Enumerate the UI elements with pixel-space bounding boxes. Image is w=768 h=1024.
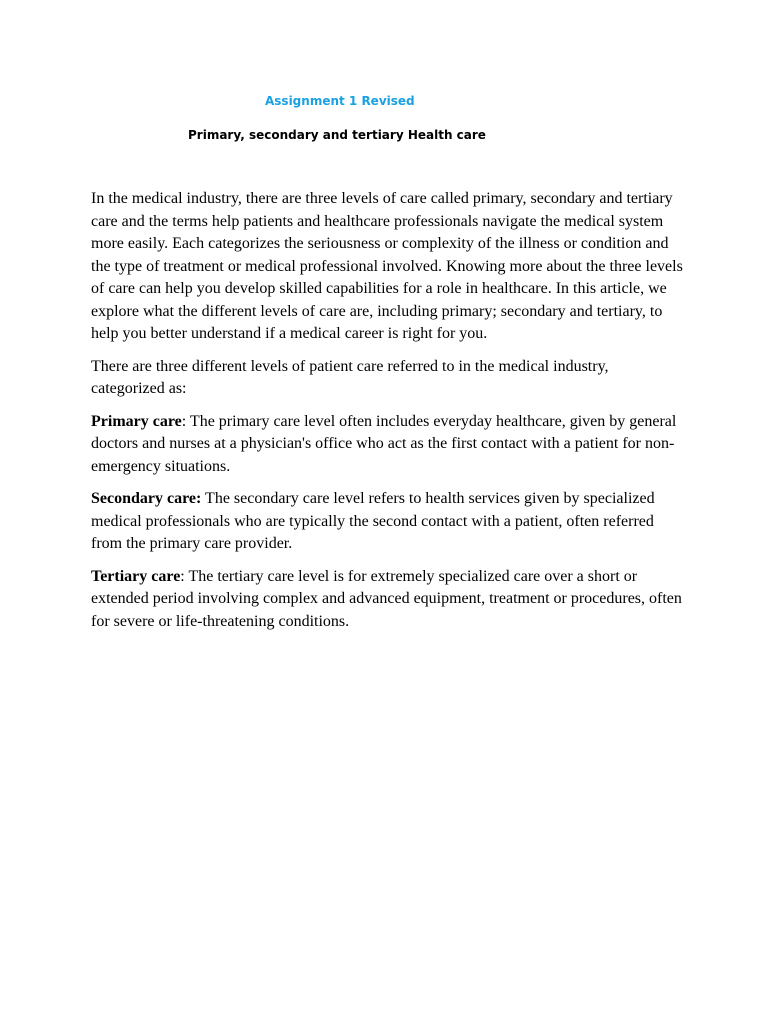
- levels-intro-paragraph: There are three different levels of patient care referred to in the medical industry, categorized as:: [91, 357, 609, 397]
- intro-paragraph: In the medical industry, there are three levels of care called primary, secondary and tertiary care and the terms help patients and healthcare professionals navigate the medical system more easily. Each categorizes the seriousness or complexity of the illness or condition and the type of treatment or medical professional involved. Knowing more about the three levels of care can help you develop skilled capabilities for a role in healthcare. In this article, we explore what the different levels of care are, including primary; secondary and tertiary, to help you better understand if a medical career is right for you.: [91, 190, 683, 342]
- primary-care-paragraph: [91, 411, 683, 479]
- secondary-care-paragraph: [91, 488, 683, 556]
- secondary-care-term: Secondary care:: [91, 490, 202, 507]
- primary-care-term: Primary care: [91, 412, 182, 430]
- tertiary-care-text: : The tertiary care level is for extremely specialized care over a short or extended period involving complex and advanced equipment, treatment or procedures, often for severe or life-threatening conditions.: [91, 567, 682, 630]
- secondary-care-text: The secondary care level refers to health services given by specialized medical professionals who are typically the second contact with a patient, often referred from the primary care provider.: [91, 490, 655, 552]
- tertiary-care-paragraph: [91, 566, 683, 634]
- document-title: Assignment 1 Revised: [265, 94, 415, 108]
- tertiary-care-term: Tertiary care: [91, 567, 181, 585]
- document-subtitle: Primary, secondary and tertiary Health care: [188, 128, 486, 142]
- primary-care-text: : The primary care level often includes everyday healthcare, given by general doctors and nurses at a physician's office who act as the first contact with a patient for non-emergency situations.: [91, 412, 677, 475]
- document-body: [91, 188, 683, 643]
